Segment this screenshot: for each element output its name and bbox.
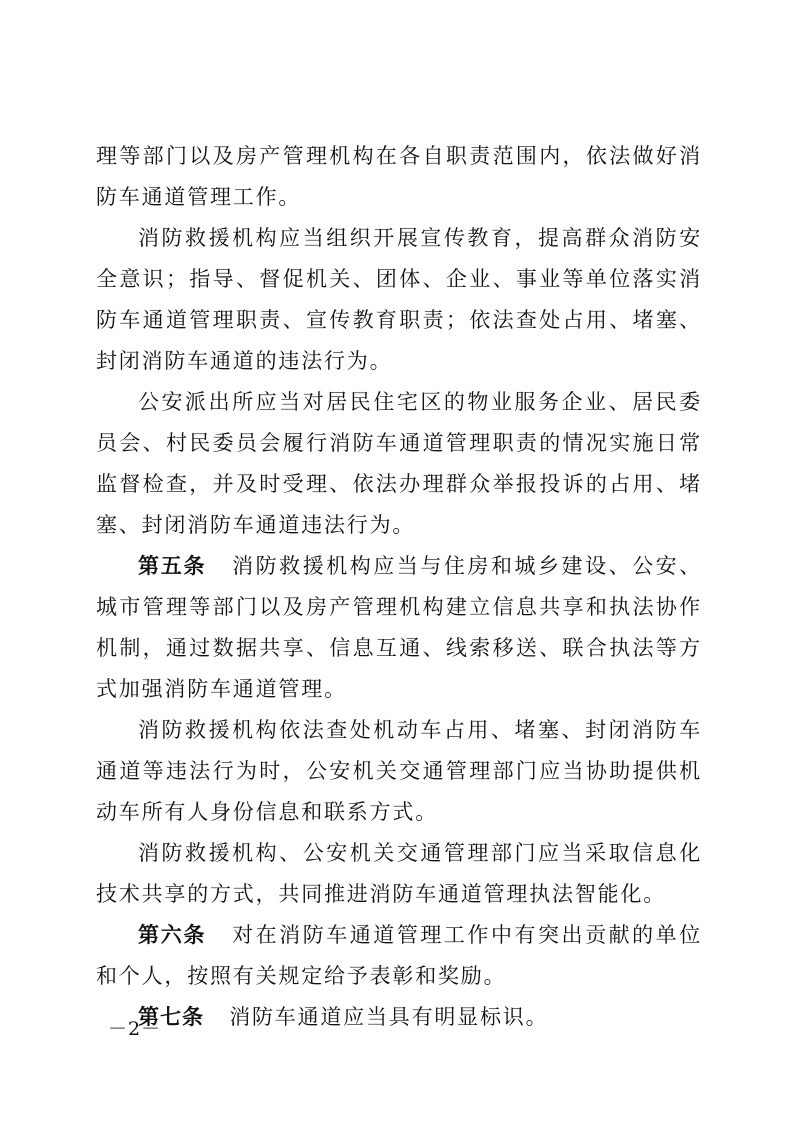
paragraph — [96, 833, 702, 915]
article-6 — [96, 915, 702, 997]
paragraph — [96, 382, 702, 546]
paragraph-text: 消防救援机构、公安机关交通管理部门应当采取信息化技术共享的方式，共同推进消防车通道管理执法智能化。 — [96, 841, 702, 906]
article-7 — [96, 997, 702, 1038]
article-number: 第七条 — [138, 1005, 204, 1029]
page-number: －2－ — [108, 1018, 162, 1040]
paragraph-text: 对在消防车通道管理工作中有突出贡献的单位和个人，按照有关规定给予表彰和奖励。 — [96, 923, 703, 988]
paragraph — [96, 218, 702, 382]
body-text — [96, 136, 702, 1038]
paragraph-text: 消防救援机构应当组织开展宣传教育，提高群众消防安全意识；指导、督促机关、团体、企业、事业等单位落实消防车通道管理职责、宣传教育职责；依法查处占用、堵塞、封闭消防车通道的违法行为。 — [96, 226, 702, 373]
paragraph-text: 消防救援机构依法查处机动车占用、堵塞、封闭消防车通道等违法行为时，公安机关交通管理部门应当协助提供机动车所有人身份信息和联系方式。 — [96, 718, 702, 824]
paragraph-text: 消防救援机构应当与住房和城乡建设、公安、城市管理等部门以及房产管理机构建立信息共享和执法协作机制，通过数据共享、信息互通、线索移送、联合执法等方式加强消防车通道管理。 — [96, 554, 703, 701]
paragraph — [96, 710, 702, 833]
paragraph-text: 消防车通道应当具有明显标识。 — [229, 1005, 549, 1029]
article-number: 第六条 — [138, 923, 207, 947]
paragraph-text: 理等部门以及房产管理机构在各自职责范围内，依法做好消防车通道管理工作。 — [96, 144, 702, 209]
paragraph-continuation — [96, 136, 702, 218]
article-number: 第五条 — [138, 554, 207, 578]
article-5 — [96, 546, 702, 710]
paragraph-text: 公安派出所应当对居民住宅区的物业服务企业、居民委员会、村民委员会履行消防车通道管理职责的情况实施日常监督检查，并及时受理、依法办理群众举报投诉的占用、堵塞、封闭消防车通道违法行为。 — [96, 390, 702, 537]
